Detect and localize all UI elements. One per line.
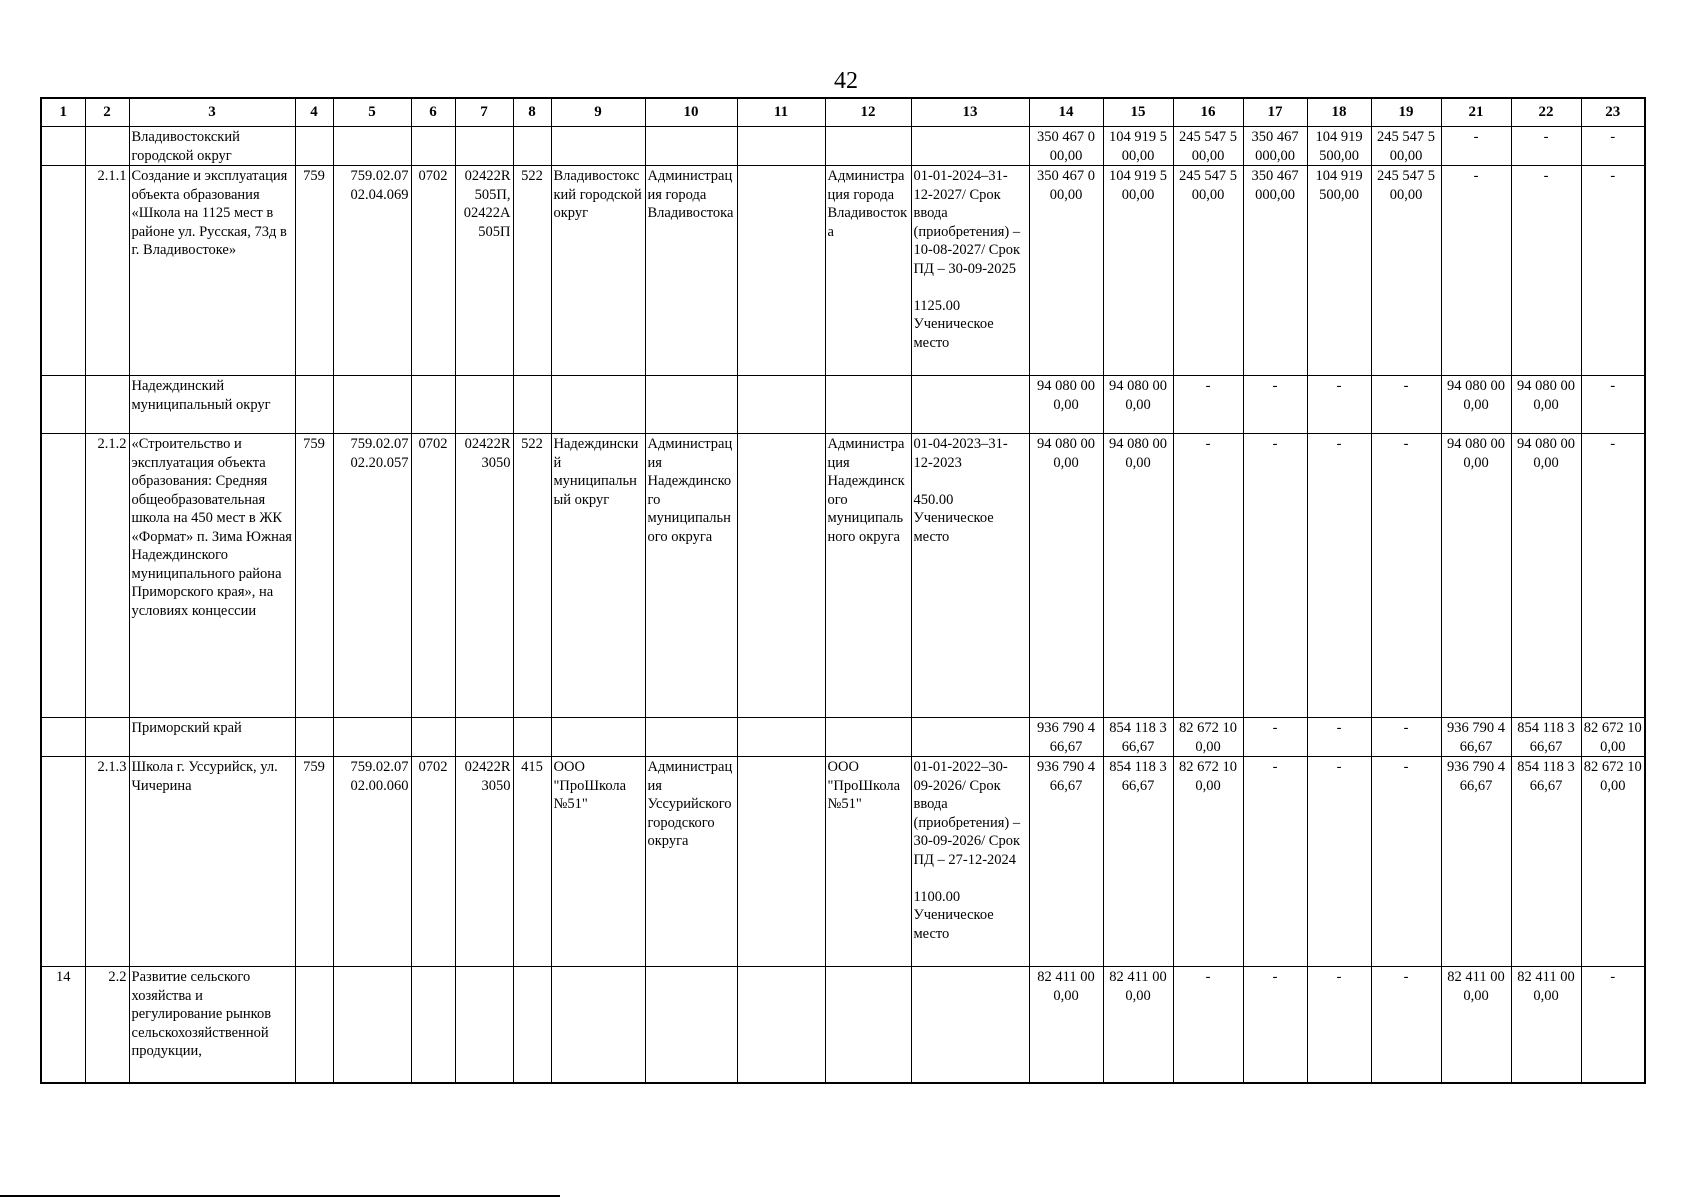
table-cell-c16 — [1173, 757, 1243, 967]
table-cell-c16 — [1173, 718, 1243, 757]
column-header: 2 — [85, 98, 129, 127]
table-cell-c8 — [513, 376, 551, 434]
table-cell-c6: 0702 — [411, 166, 455, 376]
table-cell-c21 — [1441, 166, 1511, 376]
amount-line: - — [1473, 129, 1479, 145]
table-cell-c4 — [295, 127, 333, 166]
column-header: 5 — [333, 98, 411, 127]
table-cell-c4: 759 — [295, 434, 333, 718]
table-cell-c15 — [1103, 127, 1173, 166]
table-cell-c22 — [1511, 434, 1581, 718]
table-cell-c7: 02422R 3050 — [455, 757, 513, 967]
table-cell-c19 — [1371, 967, 1441, 1084]
table-cell-c17 — [1243, 718, 1307, 757]
table-cell-c21 — [1441, 967, 1511, 1084]
amount-line: 82 672 10 — [1179, 759, 1237, 775]
amount-line: 66,67 — [1529, 777, 1563, 794]
table-cell-c3: «Строительство и эксплуатация объекта образования: Средняя общеобразовательная школа на 450 мест в ЖК «Формат» п. Зима Южная Надеждинского муниципального района Приморского края», на условиях концессии — [129, 434, 295, 718]
amount-line: - — [1610, 378, 1616, 394]
amount-line: 82 411 00 — [1447, 969, 1505, 985]
table-cell-c1: 14 — [41, 967, 85, 1084]
amount-line: 94 080 00 — [1037, 436, 1095, 452]
table-cell-c7: 02422R 505П, 02422А 505П — [455, 166, 513, 376]
table-cell-c14 — [1029, 757, 1103, 967]
table-cell-c16 — [1173, 166, 1243, 376]
table-cell-c15 — [1103, 376, 1173, 434]
amount-line: 0,00 — [1533, 454, 1559, 471]
table-cell-c4 — [295, 376, 333, 434]
amount-line: 000,00 — [1255, 186, 1295, 203]
amount-line: 350 467 — [1251, 129, 1299, 145]
amount-line: 245 547 5 — [1179, 168, 1237, 184]
amount-line: 0,00 — [1463, 987, 1489, 1004]
amount-line: 94 080 00 — [1037, 378, 1095, 394]
table-cell-c13: 01-01-2022–30-09-2026/ Срок ввода (приобретения) – 30-09-2026/ Срок ПД – 27-12-2024 1100.00 Ученическое место — [911, 757, 1029, 967]
table-cell-c17 — [1243, 376, 1307, 434]
table-cell-c2 — [85, 127, 129, 166]
table-cell-c8: 522 — [513, 434, 551, 718]
amount-line: 94 080 00 — [1109, 436, 1167, 452]
table-row — [41, 127, 1645, 166]
column-header: 15 — [1103, 98, 1173, 127]
table-cell-c9: Владивостокский городской округ — [551, 166, 645, 376]
table-cell-c11 — [737, 166, 825, 376]
table-cell-c3: Приморский край — [129, 718, 295, 757]
table-cell-c10 — [645, 127, 737, 166]
table-cell-c2 — [85, 718, 129, 757]
table-cell-c8 — [513, 127, 551, 166]
amount-line: - — [1205, 436, 1211, 452]
table-cell-c2 — [85, 376, 129, 434]
column-header: 21 — [1441, 98, 1511, 127]
amount-line: 00,00 — [1191, 147, 1225, 164]
amount-line: 104 919 — [1315, 168, 1363, 184]
table-cell-c19 — [1371, 757, 1441, 967]
amount-line: 00,00 — [1191, 186, 1225, 203]
amount-line: - — [1336, 720, 1342, 736]
amount-line: 0,00 — [1053, 454, 1079, 471]
amount-line: 00,00 — [1049, 147, 1083, 164]
table-cell-c14 — [1029, 718, 1103, 757]
amount-line: - — [1610, 969, 1616, 985]
table-cell-c3: Создание и эксплуатация объекта образования «Школа на 1125 мест в районе ул. Русская, 73д в г. Владивостоке» — [129, 166, 295, 376]
page-number: 42 — [834, 68, 858, 94]
amount-line: - — [1403, 378, 1409, 394]
table-cell-c21 — [1441, 127, 1511, 166]
table-cell-c17 — [1243, 127, 1307, 166]
amount-line: 00,00 — [1389, 147, 1423, 164]
table-row — [41, 757, 1645, 967]
table-cell-c21 — [1441, 376, 1511, 434]
table-cell-c1 — [41, 718, 85, 757]
amount-line: - — [1403, 759, 1409, 775]
amount-line: 82 411 00 — [1037, 969, 1095, 985]
amount-line: 0,00 — [1600, 738, 1626, 755]
amount-line: - — [1543, 129, 1549, 145]
amount-line: 0,00 — [1533, 396, 1559, 413]
table-cell-c22 — [1511, 166, 1581, 376]
table-cell-c23 — [1581, 718, 1645, 757]
table-cell-c22 — [1511, 757, 1581, 967]
amount-line: 82 672 10 — [1583, 720, 1642, 736]
table-cell-c7 — [455, 127, 513, 166]
amount-line: - — [1205, 969, 1211, 985]
table-cell-c15 — [1103, 434, 1173, 718]
table-cell-c12 — [825, 376, 911, 434]
table-cell-c9 — [551, 127, 645, 166]
table-cell-c11 — [737, 376, 825, 434]
table-cell-c11 — [737, 434, 825, 718]
amount-line: 0,00 — [1463, 396, 1489, 413]
column-header: 22 — [1511, 98, 1581, 127]
amount-line: 0,00 — [1195, 777, 1221, 794]
table-cell-c11 — [737, 127, 825, 166]
amount-line: 104 919 — [1315, 129, 1363, 145]
amount-line: - — [1610, 129, 1616, 145]
table-cell-c5: 759.02.07 02.00.060 — [333, 757, 411, 967]
investment-table — [40, 97, 1646, 1084]
amount-line: 66,67 — [1121, 777, 1155, 794]
amount-line: 66,67 — [1121, 738, 1155, 755]
table-cell-c9: ООО "ПроШкола №51" — [551, 757, 645, 967]
table-cell-c5: 759.02.07 02.04.069 — [333, 166, 411, 376]
amount-line: 854 118 3 — [1517, 720, 1575, 736]
table-row — [41, 166, 1645, 376]
amount-line: 104 919 5 — [1109, 129, 1167, 145]
table-cell-c21 — [1441, 434, 1511, 718]
amount-line: 500,00 — [1319, 186, 1359, 203]
table-cell-c6: 0702 — [411, 434, 455, 718]
table-cell-c4 — [295, 967, 333, 1084]
amount-line: 94 080 00 — [1517, 436, 1575, 452]
amount-line: - — [1610, 436, 1616, 452]
amount-line: 82 672 10 — [1583, 759, 1642, 775]
table-cell-c22 — [1511, 127, 1581, 166]
amount-line: 350 467 0 — [1037, 168, 1095, 184]
column-header: 7 — [455, 98, 513, 127]
table-cell-c12 — [825, 718, 911, 757]
amount-line: 0,00 — [1125, 454, 1151, 471]
table-cell-c16 — [1173, 376, 1243, 434]
table-cell-c7 — [455, 967, 513, 1084]
amount-line: 0,00 — [1053, 987, 1079, 1004]
amount-line: 936 790 4 — [1447, 759, 1505, 775]
table-cell-c18 — [1307, 376, 1371, 434]
amount-line: 0,00 — [1125, 396, 1151, 413]
amount-line: 94 080 00 — [1447, 378, 1505, 394]
amount-line: 936 790 4 — [1037, 759, 1095, 775]
table-cell-c3: Владивостокский городской округ — [129, 127, 295, 166]
table-cell-c23 — [1581, 967, 1645, 1084]
table-cell-c18 — [1307, 718, 1371, 757]
table-cell-c9: Надеждинский муниципальный округ — [551, 434, 645, 718]
column-header: 10 — [645, 98, 737, 127]
table-cell-c13 — [911, 376, 1029, 434]
table-cell-c12: Администрация Надеждинского муниципального округа — [825, 434, 911, 718]
table-cell-c13 — [911, 718, 1029, 757]
amount-line: - — [1272, 759, 1278, 775]
table-cell-c2: 2.1.3 — [85, 757, 129, 967]
table-cell-c23 — [1581, 757, 1645, 967]
table-cell-c3: Надеждинский муниципальный округ — [129, 376, 295, 434]
table-cell-c8: 522 — [513, 166, 551, 376]
column-header: 4 — [295, 98, 333, 127]
table-row — [41, 434, 1645, 718]
table-cell-c14 — [1029, 376, 1103, 434]
amount-line: 000,00 — [1255, 147, 1295, 164]
column-header: 12 — [825, 98, 911, 127]
table-cell-c18 — [1307, 967, 1371, 1084]
table-cell-c22 — [1511, 376, 1581, 434]
column-header: 1 — [41, 98, 85, 127]
table-cell-c21 — [1441, 718, 1511, 757]
footer-rule — [0, 1195, 560, 1197]
amount-line: 350 467 0 — [1037, 129, 1095, 145]
table-cell-c1 — [41, 757, 85, 967]
table-cell-c9 — [551, 967, 645, 1084]
amount-line: 0,00 — [1600, 777, 1626, 794]
table-cell-c17 — [1243, 757, 1307, 967]
amount-line: - — [1336, 969, 1342, 985]
table-cell-c12 — [825, 127, 911, 166]
table-cell-c19 — [1371, 718, 1441, 757]
table-cell-c17 — [1243, 434, 1307, 718]
amount-line: - — [1403, 969, 1409, 985]
table-cell-c9 — [551, 376, 645, 434]
column-header: 3 — [129, 98, 295, 127]
amount-line: - — [1473, 168, 1479, 184]
table-cell-c15 — [1103, 967, 1173, 1084]
table-cell-c1 — [41, 127, 85, 166]
table-cell-c18 — [1307, 434, 1371, 718]
table-row — [41, 967, 1645, 1084]
amount-line: 94 080 00 — [1517, 378, 1575, 394]
amount-line: 245 547 5 — [1377, 129, 1435, 145]
table-cell-c13 — [911, 127, 1029, 166]
amount-line: 00,00 — [1121, 186, 1155, 203]
table-row — [41, 376, 1645, 434]
table-cell-c18 — [1307, 127, 1371, 166]
table-cell-c10: Администрация Надеждинского муниципального округа — [645, 434, 737, 718]
table-cell-c17 — [1243, 967, 1307, 1084]
table-cell-c15 — [1103, 757, 1173, 967]
table-cell-c4: 759 — [295, 757, 333, 967]
amount-line: 94 080 00 — [1109, 378, 1167, 394]
column-header: 23 — [1581, 98, 1645, 127]
table-cell-c3: Развитие сельского хозяйства и регулирование рынков сельскохозяйственной продукции, — [129, 967, 295, 1084]
amount-line: 66,67 — [1459, 777, 1493, 794]
table-cell-c12: Администрация города Владивостока — [825, 166, 911, 376]
table-cell-c6 — [411, 376, 455, 434]
table-body — [41, 127, 1645, 1084]
table-cell-c15 — [1103, 718, 1173, 757]
amount-line: - — [1272, 969, 1278, 985]
amount-line: 00,00 — [1049, 186, 1083, 203]
amount-line: - — [1272, 436, 1278, 452]
table-cell-c17 — [1243, 166, 1307, 376]
table-cell-c12: ООО "ПроШкола №51" — [825, 757, 911, 967]
amount-line: 82 672 10 — [1179, 720, 1237, 736]
amount-line: - — [1336, 378, 1342, 394]
amount-line: - — [1336, 436, 1342, 452]
table-cell-c4 — [295, 718, 333, 757]
table-cell-c10 — [645, 376, 737, 434]
column-header: 13 — [911, 98, 1029, 127]
amount-line: 245 547 5 — [1377, 168, 1435, 184]
table-cell-c11 — [737, 718, 825, 757]
amount-line: 00,00 — [1389, 186, 1423, 203]
table-cell-c18 — [1307, 166, 1371, 376]
table-cell-c21 — [1441, 757, 1511, 967]
amount-line: 854 118 3 — [1109, 759, 1167, 775]
amount-line: 0,00 — [1533, 987, 1559, 1004]
table-cell-c16 — [1173, 127, 1243, 166]
table-cell-c10 — [645, 967, 737, 1084]
amount-line: 500,00 — [1319, 147, 1359, 164]
amount-line: - — [1543, 168, 1549, 184]
amount-line: 936 790 4 — [1447, 720, 1505, 736]
amount-line: - — [1272, 720, 1278, 736]
amount-line: 0,00 — [1125, 987, 1151, 1004]
column-header: 8 — [513, 98, 551, 127]
amount-line: 94 080 00 — [1447, 436, 1505, 452]
table-cell-c9 — [551, 718, 645, 757]
table-cell-c11 — [737, 757, 825, 967]
table-row — [41, 718, 1645, 757]
table-cell-c3: Школа г. Уссурийск, ул. Чичерина — [129, 757, 295, 967]
column-header: 16 — [1173, 98, 1243, 127]
amount-line: - — [1272, 378, 1278, 394]
amount-line: 936 790 4 — [1037, 720, 1095, 736]
amount-line: 00,00 — [1121, 147, 1155, 164]
amount-line: 66,67 — [1049, 738, 1083, 755]
amount-line: 854 118 3 — [1109, 720, 1167, 736]
amount-line: 104 919 5 — [1109, 168, 1167, 184]
table-cell-c8 — [513, 718, 551, 757]
column-header: 17 — [1243, 98, 1307, 127]
table-cell-c5 — [333, 376, 411, 434]
table-cell-c14 — [1029, 166, 1103, 376]
amount-line: 66,67 — [1529, 738, 1563, 755]
table-cell-c5 — [333, 718, 411, 757]
table-cell-c6 — [411, 967, 455, 1084]
table-cell-c19 — [1371, 376, 1441, 434]
table-cell-c6 — [411, 718, 455, 757]
table-cell-c13: 01-04-2023–31-12-2023 450.00 Ученическое место — [911, 434, 1029, 718]
table-cell-c22 — [1511, 967, 1581, 1084]
table-cell-c23 — [1581, 434, 1645, 718]
amount-line: - — [1610, 168, 1616, 184]
table-cell-c12 — [825, 967, 911, 1084]
table-cell-c6 — [411, 127, 455, 166]
table-cell-c7 — [455, 718, 513, 757]
table-cell-c14 — [1029, 434, 1103, 718]
table-cell-c4: 759 — [295, 166, 333, 376]
table-cell-c13: 01-01-2024–31-12-2027/ Срок ввода (приобретения) – 10-08-2027/ Срок ПД – 30-09-2025 1125.00 Ученическое место — [911, 166, 1029, 376]
column-header: 14 — [1029, 98, 1103, 127]
table-cell-c2: 2.2 — [85, 967, 129, 1084]
table-cell-c1 — [41, 376, 85, 434]
table-cell-c23 — [1581, 376, 1645, 434]
amount-line: 350 467 — [1251, 168, 1299, 184]
amount-line: 0,00 — [1195, 738, 1221, 755]
table-cell-c2: 2.1.1 — [85, 166, 129, 376]
table-cell-c1 — [41, 434, 85, 718]
amount-line: 66,67 — [1049, 777, 1083, 794]
table-cell-c18 — [1307, 757, 1371, 967]
table-cell-c19 — [1371, 127, 1441, 166]
table-cell-c6: 0702 — [411, 757, 455, 967]
column-header: 9 — [551, 98, 645, 127]
table-cell-c14 — [1029, 127, 1103, 166]
column-header: 18 — [1307, 98, 1371, 127]
table-cell-c7: 02422R 3050 — [455, 434, 513, 718]
amount-line: 82 411 00 — [1109, 969, 1167, 985]
table-cell-c1 — [41, 166, 85, 376]
amount-line: - — [1403, 436, 1409, 452]
table-cell-c7 — [455, 376, 513, 434]
table-cell-c5 — [333, 967, 411, 1084]
table-cell-c5: 759.02.07 02.20.057 — [333, 434, 411, 718]
table-cell-c19 — [1371, 434, 1441, 718]
table-cell-c23 — [1581, 166, 1645, 376]
column-header: 19 — [1371, 98, 1441, 127]
table-cell-c23 — [1581, 127, 1645, 166]
amount-line: - — [1336, 759, 1342, 775]
table-cell-c10: Администрация города Владивостока — [645, 166, 737, 376]
table-cell-c5 — [333, 127, 411, 166]
table-cell-c22 — [1511, 718, 1581, 757]
table-cell-c13 — [911, 967, 1029, 1084]
amount-line: 0,00 — [1053, 396, 1079, 413]
column-header-row — [41, 98, 1645, 127]
table-cell-c11 — [737, 967, 825, 1084]
table-cell-c19 — [1371, 166, 1441, 376]
table-cell-c16 — [1173, 434, 1243, 718]
table-cell-c10 — [645, 718, 737, 757]
amount-line: - — [1403, 720, 1409, 736]
table-cell-c8 — [513, 967, 551, 1084]
amount-line: 0,00 — [1463, 454, 1489, 471]
table-cell-c15 — [1103, 166, 1173, 376]
amount-line: 245 547 5 — [1179, 129, 1237, 145]
amount-line: 82 411 00 — [1517, 969, 1575, 985]
column-header: 11 — [737, 98, 825, 127]
amount-line: 854 118 3 — [1517, 759, 1575, 775]
table-cell-c2: 2.1.2 — [85, 434, 129, 718]
table-cell-c16 — [1173, 967, 1243, 1084]
amount-line: - — [1205, 378, 1211, 394]
table-cell-c14 — [1029, 967, 1103, 1084]
table-cell-c8: 415 — [513, 757, 551, 967]
column-header: 6 — [411, 98, 455, 127]
table-cell-c10: Администрация Уссурийского городского округа — [645, 757, 737, 967]
amount-line: 66,67 — [1459, 738, 1493, 755]
